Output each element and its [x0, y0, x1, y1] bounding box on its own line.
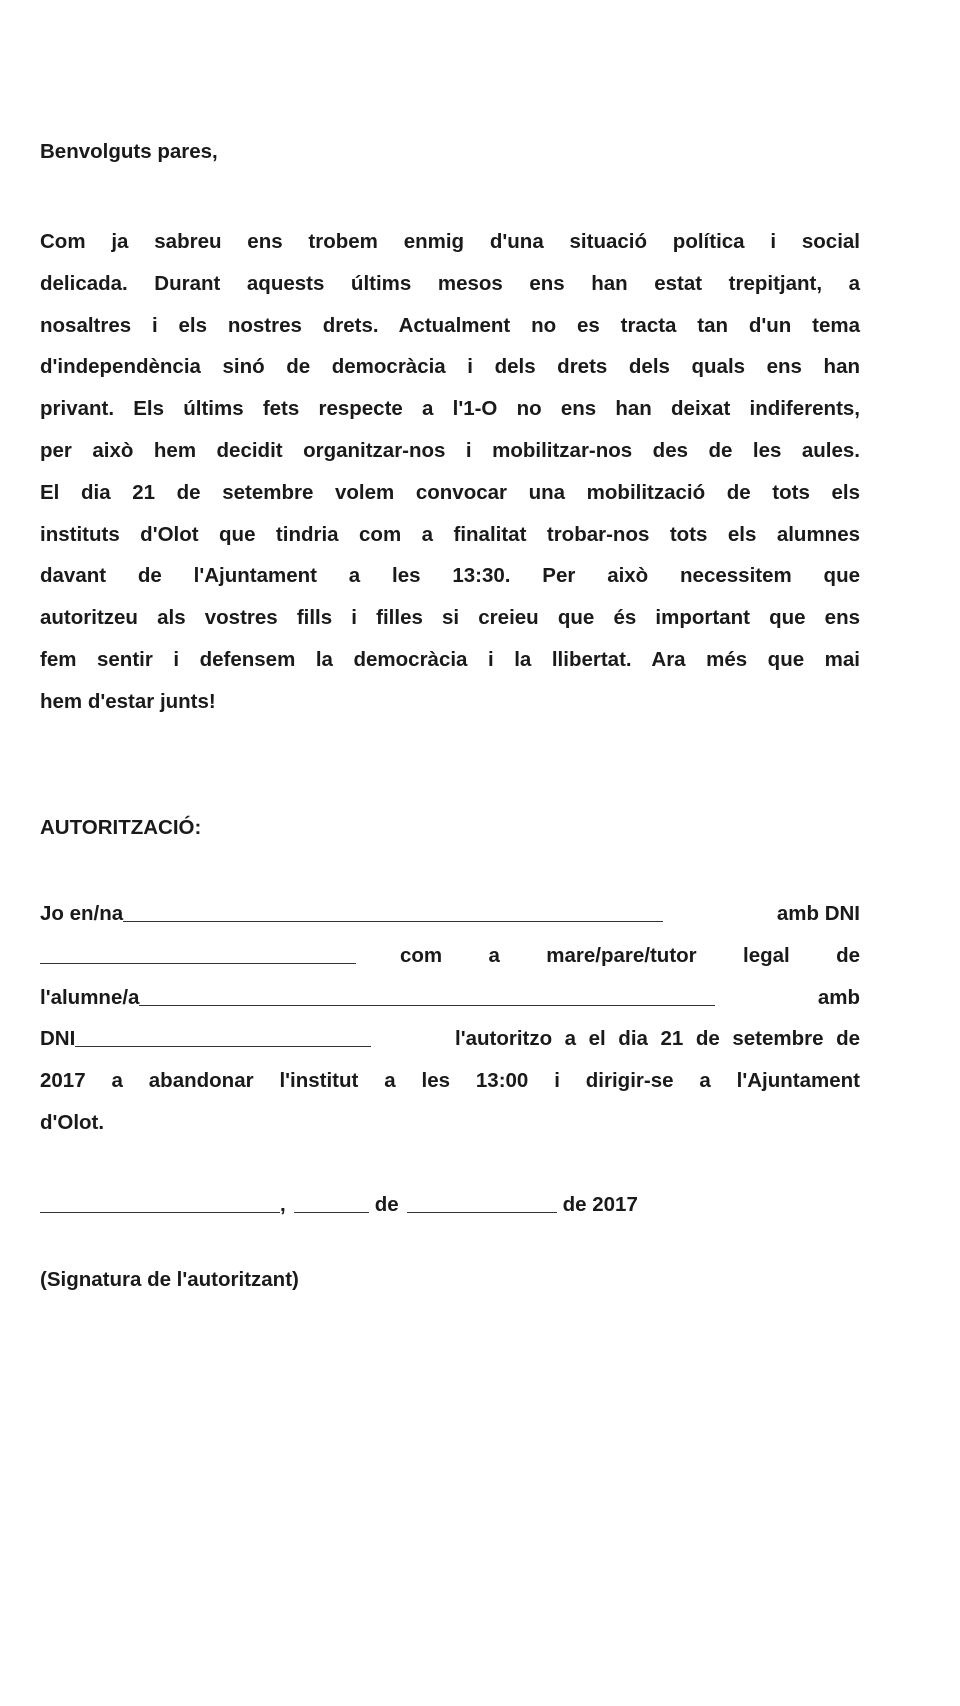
student-label: l'alumne/a — [40, 985, 140, 1009]
letter-body — [40, 221, 860, 723]
body-line: autoritzeu als vostres fills i filles si creieu que és important que ens — [40, 606, 860, 630]
form-row-student — [40, 977, 860, 1019]
authorization-heading: AUTORITZACIÓ: — [40, 816, 202, 839]
dni-label: amb DNI — [776, 902, 860, 925]
day-field[interactable] — [294, 1194, 369, 1213]
form-row-name — [40, 893, 860, 935]
date-line — [40, 1192, 860, 1217]
amb-label: amb — [817, 985, 860, 1009]
year-label: de 2017 — [562, 1193, 638, 1217]
form-row-role — [40, 935, 860, 977]
dni-label: DNI — [40, 1027, 76, 1051]
body-line: d'independència sinó de democràcia i dels drets dels quals ens han — [40, 355, 860, 379]
role-label: com a mare/pare/tutor legal de — [400, 943, 860, 967]
student-dni-field[interactable] — [75, 1028, 371, 1047]
form-row-text — [40, 1060, 860, 1102]
form-row-student-dni — [40, 1018, 860, 1060]
signature-label: (Signatura de l'autoritzant) — [40, 1268, 299, 1291]
comma: , — [280, 1193, 286, 1217]
authorize-text-end: d'Olot. — [40, 1110, 105, 1134]
parent-dni-field[interactable] — [40, 944, 356, 963]
authorize-text-cont: 2017 a abandonar l'institut a les 13:00 i dirigir-se a l'Ajuntament — [40, 1069, 860, 1093]
name-label: Jo en/na — [40, 902, 124, 925]
authorize-text: l'autoritzo a el dia 21 de setembre de — [455, 1027, 860, 1051]
body-line: fem sentir i defensem la democràcia i la llibertat. Ara més que mai — [40, 647, 860, 671]
body-line: privant. Els últims fets respecte a l'1-O no ens han deixat indiferents, — [40, 397, 860, 421]
body-line: davant de l'Ajuntament a les 13:30. Per això necessitem que — [40, 564, 860, 588]
body-line: El dia 21 de setembre volem convocar una mobilització de tots els — [40, 480, 860, 504]
parent-name-field[interactable] — [123, 903, 663, 922]
body-line: instituts d'Olot que tindria com a finalitat trobar-nos tots els alumnes — [40, 522, 860, 546]
body-line: nosaltres i els nostres drets. Actualment no es tracta tan d'un tema — [40, 313, 860, 337]
de-label: de — [374, 1193, 399, 1217]
authorization-form — [40, 893, 860, 1144]
student-name-field[interactable] — [139, 986, 715, 1005]
greeting: Benvolguts pares, — [40, 140, 218, 163]
month-field[interactable] — [407, 1194, 557, 1213]
place-field[interactable] — [40, 1194, 280, 1213]
body-line: per això hem decidit organitzar-nos i mobilitzar-nos des de les aules. — [40, 438, 860, 462]
body-line: Com ja sabreu ens trobem enmig d'una situació política i social — [40, 230, 860, 253]
body-line: delicada. Durant aquests últims mesos ens han estat trepitjant, a — [40, 271, 860, 295]
body-line: hem d'estar junts! — [40, 689, 216, 713]
form-row-text-end — [40, 1102, 860, 1144]
